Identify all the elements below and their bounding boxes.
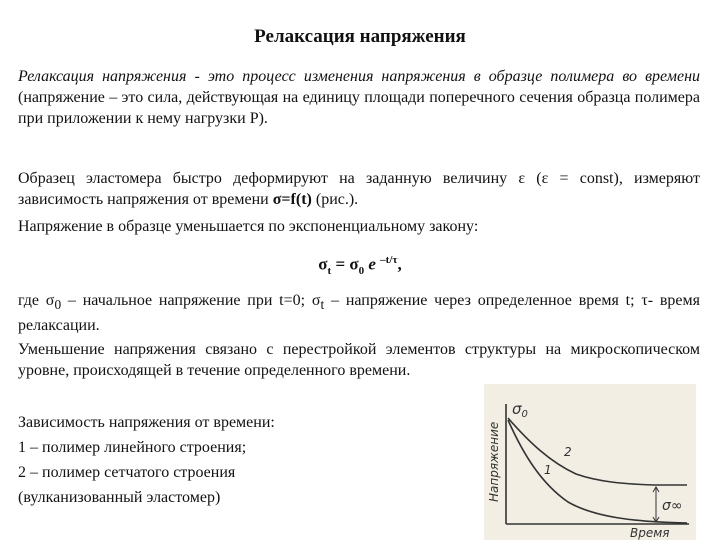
law-paragraph: Напряжение в образце уменьшается по экспоненциальному закону: <box>18 218 479 235</box>
caption-heading: Зависимость напряжения от времени: <box>18 414 275 431</box>
caption-item-1: 1 – полимер линейного строения; <box>18 439 247 456</box>
experiment-text: Образец эластомера быстро деформируют на заданную величину ε (ε = const), измеряют зависимость напряжения от времени <box>18 170 700 208</box>
formula-comma: , <box>397 254 402 274</box>
relaxation-figure <box>484 384 696 540</box>
definition-rest: (напряжение – это сила, действующая на единицу площади поперечного сечения образца полимера при приложении к нему нагрузки Р). <box>18 89 700 127</box>
x-axis-label: Время <box>630 526 670 540</box>
curve-2-label: 2 <box>564 445 572 459</box>
y-axis-label: Напряжение <box>487 421 501 502</box>
legend-sub0: 0 <box>54 297 62 313</box>
formula-e: e <box>364 254 381 274</box>
legend-text-a: где σ <box>18 292 55 309</box>
relaxation-graph <box>484 384 696 540</box>
formula-sigma: σ <box>318 254 328 274</box>
definition-paragraph <box>18 66 700 129</box>
curve-1-label: 1 <box>544 463 552 477</box>
experiment-ref: (рис.). <box>311 191 359 208</box>
caption-item-2: 2 – полимер сетчатого строения <box>18 464 236 481</box>
legend-subt: t <box>320 297 325 313</box>
definition-italic: Релаксация напряжения - это процесс изменения напряжения в образце полимера во времени <box>18 68 700 85</box>
experiment-function: σ=f(t) <box>272 191 312 208</box>
legend-text-b: – начальное напряжение при t=0; σ <box>61 292 321 309</box>
explanation-paragraph: Уменьшение напряжения связано с перестройкой элементов структуры на микроскопическом уровне, происходящей в течение определенного времени. <box>18 341 700 379</box>
formula-eq: = σ <box>331 254 359 274</box>
page-title: Релаксация напряжения <box>254 26 466 47</box>
experiment-paragraph <box>18 168 700 210</box>
relaxation-formula <box>0 254 720 277</box>
formula-sub-0: 0 <box>358 265 365 278</box>
formula-exponent: –t/τ <box>380 254 398 266</box>
legend-text-c: – напряжение через определенное время t; τ- время релаксации. <box>18 292 701 335</box>
caption-item-2-cont: (вулканизованный эластомер) <box>18 489 221 506</box>
figure-caption-list <box>18 410 478 510</box>
formula-sub-t: t <box>327 265 332 278</box>
sigma-inf-label: σ∞ <box>662 498 683 514</box>
legend-paragraph <box>18 290 700 336</box>
sigma0-label: $\sigma_0$ <box>512 400 528 420</box>
